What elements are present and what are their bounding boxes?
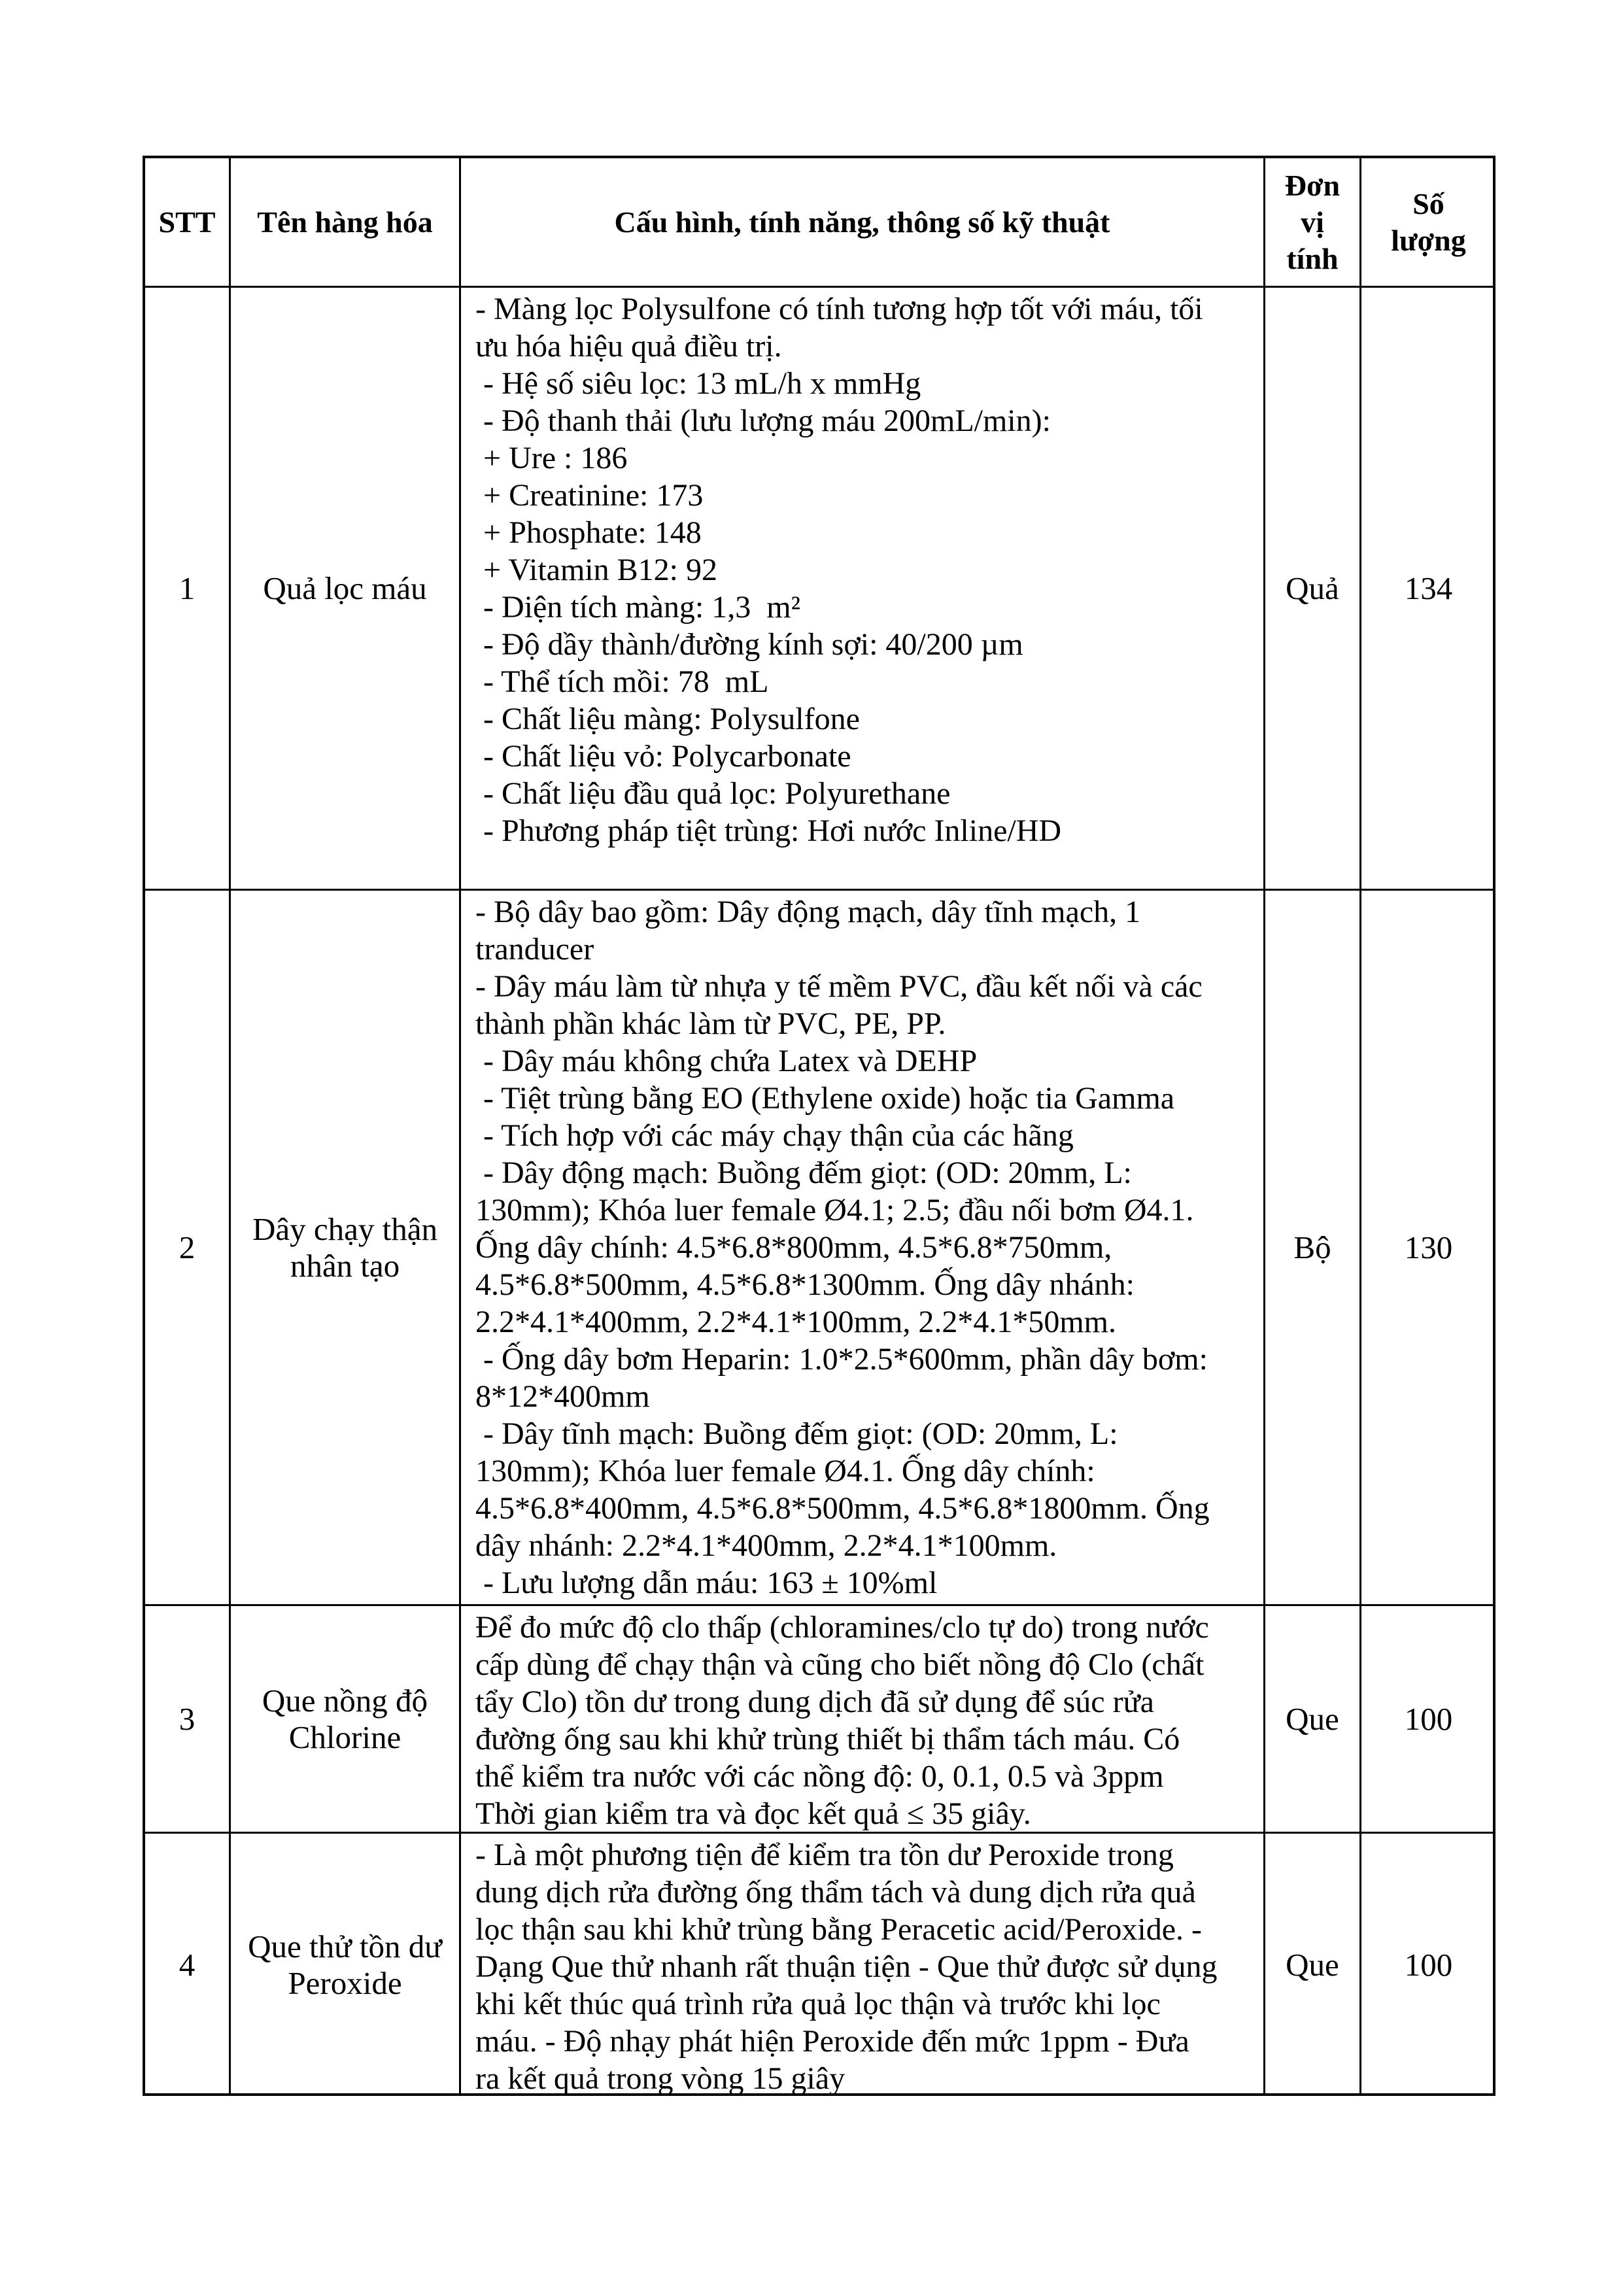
unit-value: Que bbox=[1286, 1700, 1339, 1737]
header-spec-label: Cấu hình, tính năng, thông số kỹ thuật bbox=[614, 205, 1110, 239]
spec-line: + Vitamin B12: 92 bbox=[475, 553, 717, 587]
row-number: 4 bbox=[179, 1946, 196, 1983]
cell-stt bbox=[145, 1834, 229, 2096]
header-unit-label-line: tính bbox=[1286, 241, 1339, 275]
cell-name bbox=[229, 1834, 459, 2096]
spec-line: cấp dùng để chạy thận và cũng cho biết nồng độ Clo (chất bbox=[475, 1647, 1204, 1682]
spec-line: + Creatinine: 173 bbox=[475, 478, 704, 513]
cell-qty bbox=[1359, 1834, 1495, 2096]
header-name bbox=[229, 158, 459, 286]
unit-value: Bộ bbox=[1293, 1229, 1331, 1265]
cell-unit bbox=[1263, 1606, 1359, 1832]
spec-line: 8*12*400mm bbox=[475, 1379, 650, 1414]
spec-line: Ống dây chính: 4.5*6.8*800mm, 4.5*6.8*750mm, bbox=[475, 1230, 1112, 1265]
header-stt-label: STT bbox=[158, 205, 216, 239]
header-unit-label-line: vị bbox=[1301, 205, 1324, 239]
cell-unit bbox=[1263, 1834, 1359, 2096]
spec-line: - Tiệt trùng bằng EO (Ethylene oxide) hoặc tia Gamma bbox=[475, 1081, 1175, 1116]
item-name bbox=[248, 1928, 442, 2002]
header-spec bbox=[459, 158, 1263, 286]
item-name-line: Que nồng độ bbox=[262, 1682, 428, 1719]
row-number: 3 bbox=[179, 1700, 196, 1737]
item-name-line: Quả lọc máu bbox=[263, 570, 427, 606]
goods-spec-table bbox=[143, 156, 1495, 2096]
spec-line: 2.2*4.1*400mm, 2.2*4.1*100mm, 2.2*4.1*50mm. bbox=[475, 1305, 1117, 1339]
row-number: 2 bbox=[179, 1229, 196, 1265]
spec-line: máu. - Độ nhạy phát hiện Peroxide đến mức 1ppm - Đưa bbox=[475, 2024, 1189, 2059]
cell-spec bbox=[459, 891, 1263, 1604]
spec-line: - Là một phương tiện để kiểm tra tồn dư Peroxide trong bbox=[475, 1838, 1174, 1872]
cell-spec bbox=[459, 1834, 1263, 2096]
table-row bbox=[145, 1832, 1493, 2096]
cell-unit bbox=[1263, 288, 1359, 889]
table-header-row bbox=[145, 158, 1493, 286]
spec-line: 4.5*6.8*400mm, 4.5*6.8*500mm, 4.5*6.8*1800mm. Ống bbox=[475, 1491, 1210, 1526]
cell-name bbox=[229, 1606, 459, 1832]
cell-stt bbox=[145, 288, 229, 889]
item-name-line: nhân tạo bbox=[290, 1247, 400, 1284]
spec-line: - Dây máu không chứa Latex và DEHP bbox=[475, 1044, 978, 1078]
item-name bbox=[262, 1683, 428, 1756]
quantity-value: 134 bbox=[1404, 570, 1453, 606]
table-row bbox=[145, 286, 1493, 889]
cell-qty bbox=[1359, 891, 1495, 1604]
item-name bbox=[263, 570, 426, 607]
spec-line: dung dịch rửa đường ống thẩm tách và dung dịch rửa quả bbox=[475, 1875, 1196, 1910]
spec-line: 4.5*6.8*500mm, 4.5*6.8*1300mm. Ống dây nhánh: bbox=[475, 1267, 1135, 1302]
spec-line: - Dây động mạch: Buồng đếm giọt: (OD: 20mm, L: bbox=[475, 1156, 1132, 1190]
spec-text bbox=[461, 288, 1203, 849]
spec-line: - Thể tích mồi: 78 mL bbox=[475, 664, 769, 699]
spec-text bbox=[461, 1834, 1218, 2097]
cell-spec bbox=[459, 1606, 1263, 1832]
spec-line: - Độ thanh thải (lưu lượng máu 200mL/min): bbox=[475, 403, 1051, 438]
spec-line: Thời gian kiểm tra và đọc kết quả ≤ 35 giây. bbox=[475, 1796, 1031, 1831]
spec-line: - Hệ số siêu lọc: 13 mL/h x mmHg bbox=[475, 366, 921, 401]
item-name-line: Que thử tồn dư bbox=[248, 1928, 442, 1964]
header-qty-label-line: lượng bbox=[1391, 223, 1466, 257]
spec-line: - Chất liệu vỏ: Polycarbonate bbox=[475, 739, 851, 774]
spec-line: - Bộ dây bao gồm: Dây động mạch, dây tĩnh mạch, 1 bbox=[475, 895, 1141, 929]
item-name-line: Peroxide bbox=[288, 1964, 402, 2001]
spec-line: - Lưu lượng dẫn máu: 163 ± 10%ml bbox=[475, 1566, 938, 1600]
spec-line: - Ống dây bơm Heparin: 1.0*2.5*600mm, phần dây bơm: bbox=[475, 1342, 1208, 1377]
table-row bbox=[145, 889, 1493, 1604]
spec-line: - Độ dầy thành/đường kính sợi: 40/200 µm bbox=[475, 627, 1023, 662]
item-name bbox=[252, 1211, 437, 1284]
spec-line: đường ống sau khi khử trùng thiết bị thẩm tách máu. Có bbox=[475, 1722, 1180, 1756]
header-qty-label-line: Số bbox=[1412, 186, 1444, 220]
header-qty bbox=[1359, 158, 1495, 286]
spec-text bbox=[461, 1606, 1209, 1832]
cell-unit bbox=[1263, 891, 1359, 1604]
cell-stt bbox=[145, 891, 229, 1604]
spec-line: - Tích hợp với các máy chạy thận của các hãng bbox=[475, 1118, 1074, 1153]
spec-line: + Phosphate: 148 bbox=[475, 515, 702, 550]
quantity-value: 130 bbox=[1404, 1229, 1453, 1265]
spec-line: + Ure : 186 bbox=[475, 441, 628, 475]
unit-value: Quả bbox=[1286, 570, 1339, 606]
spec-line: - Dây tĩnh mạch: Buồng đếm giọt: (OD: 20mm, L: bbox=[475, 1416, 1118, 1451]
cell-stt bbox=[145, 1606, 229, 1832]
cell-qty bbox=[1359, 1606, 1495, 1832]
spec-line: - Diện tích màng: 1,3 m² bbox=[475, 590, 800, 625]
header-unit bbox=[1263, 158, 1359, 286]
item-name-line: Dây chạy thận bbox=[252, 1210, 437, 1247]
header-unit-label-line: Đơn bbox=[1284, 168, 1341, 202]
table-row bbox=[145, 1604, 1493, 1832]
spec-line: thành phần khác làm từ PVC, PE, PP. bbox=[475, 1006, 946, 1041]
spec-line: tẩy Clo) tồn dư trong dung dịch đã sử dụng để súc rửa bbox=[475, 1685, 1154, 1719]
spec-line: - Phương pháp tiệt trùng: Hơi nước Inline/HD bbox=[475, 814, 1062, 848]
cell-qty bbox=[1359, 288, 1495, 889]
item-name-line: Chlorine bbox=[288, 1719, 401, 1755]
spec-line: Để đo mức độ clo thấp (chloramines/clo tự do) trong nước bbox=[475, 1610, 1209, 1645]
header-name-label: Tên hàng hóa bbox=[257, 205, 433, 239]
spec-line: - Chất liệu màng: Polysulfone bbox=[475, 702, 860, 736]
cell-name bbox=[229, 288, 459, 889]
spec-line: 130mm); Khóa luer female Ø4.1. Ống dây chính: bbox=[475, 1454, 1095, 1488]
spec-line: ưu hóa hiệu quả điều trị. bbox=[475, 329, 782, 364]
header-stt bbox=[145, 158, 229, 286]
spec-text bbox=[461, 891, 1210, 1602]
spec-line: ra kết quả trong vòng 15 giây bbox=[475, 2061, 846, 2096]
spec-line: 130mm); Khóa luer female Ø4.1; 2.5; đầu nối bơm Ø4.1. bbox=[475, 1193, 1194, 1227]
spec-line: thể kiểm tra nước với các nồng độ: 0, 0.1, 0.5 và 3ppm bbox=[475, 1759, 1164, 1794]
spec-line: - Dây máu làm từ nhựa y tế mềm PVC, đầu kết nối và các bbox=[475, 969, 1203, 1004]
unit-value: Que bbox=[1286, 1946, 1339, 1983]
spec-line: - Màng lọc Polysulfone có tính tương hợp tốt với máu, tối bbox=[475, 292, 1203, 326]
spec-line: tranducer bbox=[475, 932, 594, 967]
spec-line: - Chất liệu đầu quả lọc: Polyurethane bbox=[475, 776, 951, 811]
spec-line: khi kết thúc quá trình rửa quả lọc thận và trước khi lọc bbox=[475, 1987, 1161, 2021]
row-number: 1 bbox=[179, 570, 196, 606]
spec-line: Dạng Que thử nhanh rất thuận tiện - Que thử được sử dụng bbox=[475, 1949, 1218, 1984]
spec-line: dây nhánh: 2.2*4.1*400mm, 2.2*4.1*100mm. bbox=[475, 1528, 1057, 1563]
spec-line: lọc thận sau khi khử trùng bằng Peracetic acid/Peroxide. - bbox=[475, 1912, 1203, 1947]
quantity-value: 100 bbox=[1404, 1946, 1453, 1983]
cell-name bbox=[229, 891, 459, 1604]
quantity-value: 100 bbox=[1404, 1700, 1453, 1737]
cell-spec bbox=[459, 288, 1263, 889]
